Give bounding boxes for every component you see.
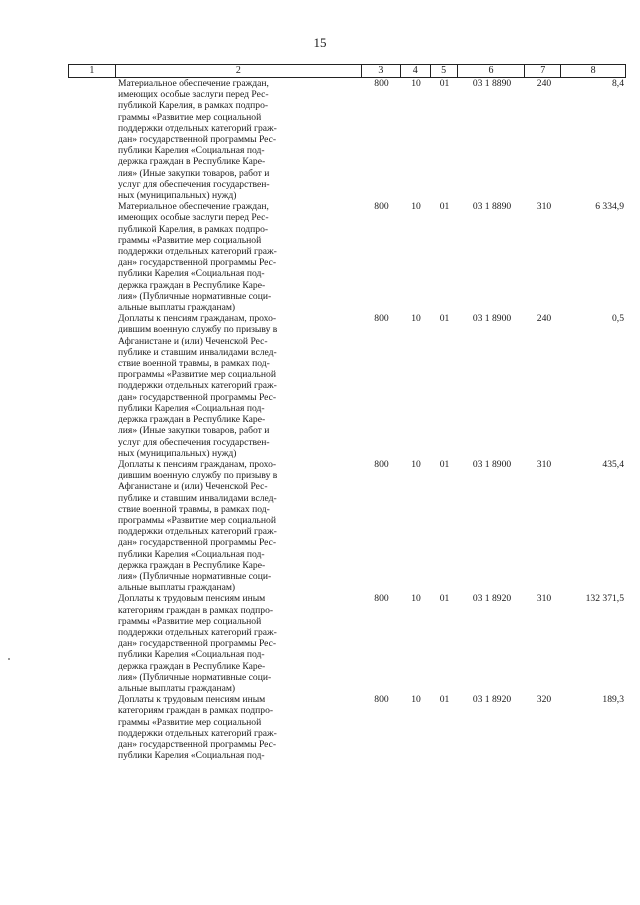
row-cell-5: 01 <box>439 694 450 706</box>
header-col-5: 5 <box>431 65 458 77</box>
row-amount: 189,3 <box>602 694 624 706</box>
row-cell-1 <box>68 593 115 694</box>
row-description: Материальное обеспечение граждан, имеющих особые заслуги перед Рес- публикой Карелия, в рамках подпро- граммы «Развитие мер социальной поддержки отдельных категорий граж- дан» государственной программы Рес- публики Карелия «Социальная под- держка граждан в Республике Каре- лия» (Иные закупки товаров, работ и услуг для обеспечения государствен- ных (муниципальных) нужд) <box>118 78 277 202</box>
row-cell-6: 03 1 8890 <box>472 78 512 89</box>
table-row <box>68 201 626 313</box>
table-row <box>68 694 626 761</box>
row-cell-7: 310 <box>536 201 552 213</box>
table-header-row <box>68 64 626 78</box>
row-description: Доплаты к пенсиям гражданам, прохо- дившим военную службу по призыву в Афганистане и (или) Чеченской Рес- публике и ставшим инвалидами вслед- ствие военной травмы, в рамках под- программы «Развитие мер социальной поддержки отдельных категорий граж- дан» государственной программы Рес- публики Карелия «Социальная под- держка граждан в Республике Каре- лия» (Иные закупки товаров, работ и услуг для обеспечения государствен- ных (муниципальных) нужд) <box>118 313 278 459</box>
budget-table <box>68 64 626 761</box>
row-description: Доплаты к пенсиям гражданам, прохо- дившим военную службу по призыву в Афганистане и (или) Чеченской Рес- публике и ставшим инвалидами вслед- ствие военной травмы, в рамках под- программы «Развитие мер социальной поддержки отдельных категорий граж- дан» государственной программы Рес- публики Карелия «Социальная под- держка граждан в Республике Каре- лия» (Публичные нормативные соци- альные выплаты гражданам) <box>118 458 278 594</box>
row-cell-6: 03 1 8920 <box>472 694 512 706</box>
row-amount: 435,4 <box>602 458 624 470</box>
row-cell-7: 320 <box>536 694 552 706</box>
row-cell-1 <box>68 459 115 593</box>
page-number: 15 <box>313 35 327 50</box>
scan-speck <box>8 658 10 660</box>
row-amount: 8,4 <box>612 78 624 89</box>
row-cell-1 <box>68 313 115 459</box>
row-amount: 6 334,9 <box>595 201 624 213</box>
row-cell-7: 240 <box>536 313 552 325</box>
table-row <box>68 593 626 694</box>
row-cell-3: 800 <box>374 593 389 605</box>
row-cell-3: 800 <box>374 458 389 470</box>
row-cell-4: 10 <box>411 458 421 470</box>
table-row <box>68 78 626 201</box>
row-cell-7: 240 <box>536 78 552 89</box>
header-col-1: 1 <box>69 65 116 77</box>
row-cell-1 <box>68 201 115 313</box>
row-cell-4: 10 <box>411 78 421 89</box>
row-cell-3: 800 <box>374 201 389 213</box>
row-cell-1 <box>68 78 115 201</box>
row-cell-7: 310 <box>536 458 552 470</box>
header-col-8: 8 <box>590 65 596 76</box>
row-cell-4: 10 <box>411 694 421 706</box>
row-description: Материальное обеспечение граждан, имеющих особые заслуги перед Рес- публикой Карелия, в рамках подпро- граммы «Развитие мер социальной поддержки отдельных категорий граж- дан» государственной программы Рес- публики Карелия «Социальная под- держка граждан в Республике Каре- лия» (Публичные нормативные соци- альные выплаты гражданам) <box>118 201 277 314</box>
header-col-6: 6 <box>458 65 526 77</box>
table-row <box>68 313 626 459</box>
header-col-3: 3 <box>362 65 401 77</box>
row-cell-3: 800 <box>374 313 389 325</box>
row-amount: 0,5 <box>612 313 624 325</box>
header-col-7: 7 <box>525 65 561 77</box>
table-row <box>68 459 626 593</box>
row-cell-5: 01 <box>439 78 450 89</box>
row-cell-5: 01 <box>439 593 450 605</box>
row-cell-6: 03 1 8900 <box>472 458 512 470</box>
header-col-4: 4 <box>401 65 431 77</box>
row-cell-4: 10 <box>411 313 421 325</box>
row-description: Доплаты к трудовым пенсиям иным категориям граждан в рамках подпро- граммы «Развитие мер социальной поддержки отдельных категорий граж- дан» государственной программы Рес- публики Карелия «Социальная под- держка граждан в Республике Каре- лия» (Публичные нормативные соци- альные выплаты гражданам) <box>118 593 277 694</box>
row-cell-6: 03 1 8920 <box>472 593 512 605</box>
row-cell-7: 310 <box>536 593 552 605</box>
row-cell-6: 03 1 8890 <box>472 201 512 213</box>
header-col-2: 2 <box>116 65 362 77</box>
row-amount: 132 371,5 <box>585 593 624 605</box>
row-cell-6: 03 1 8900 <box>472 313 512 325</box>
row-cell-5: 01 <box>439 201 450 213</box>
row-cell-3: 800 <box>374 78 389 89</box>
row-cell-4: 10 <box>411 593 421 605</box>
row-cell-4: 10 <box>411 201 421 213</box>
row-cell-5: 01 <box>439 458 450 470</box>
row-cell-5: 01 <box>439 313 450 325</box>
row-description: Доплаты к трудовым пенсиям иным категориям граждан в рамках подпро- граммы «Развитие мер социальной поддержки отдельных категорий граж- дан» государственной программы Рес- публики Карелия «Социальная под- <box>118 694 277 762</box>
row-cell-3: 800 <box>374 694 389 706</box>
row-cell-1 <box>68 694 115 761</box>
